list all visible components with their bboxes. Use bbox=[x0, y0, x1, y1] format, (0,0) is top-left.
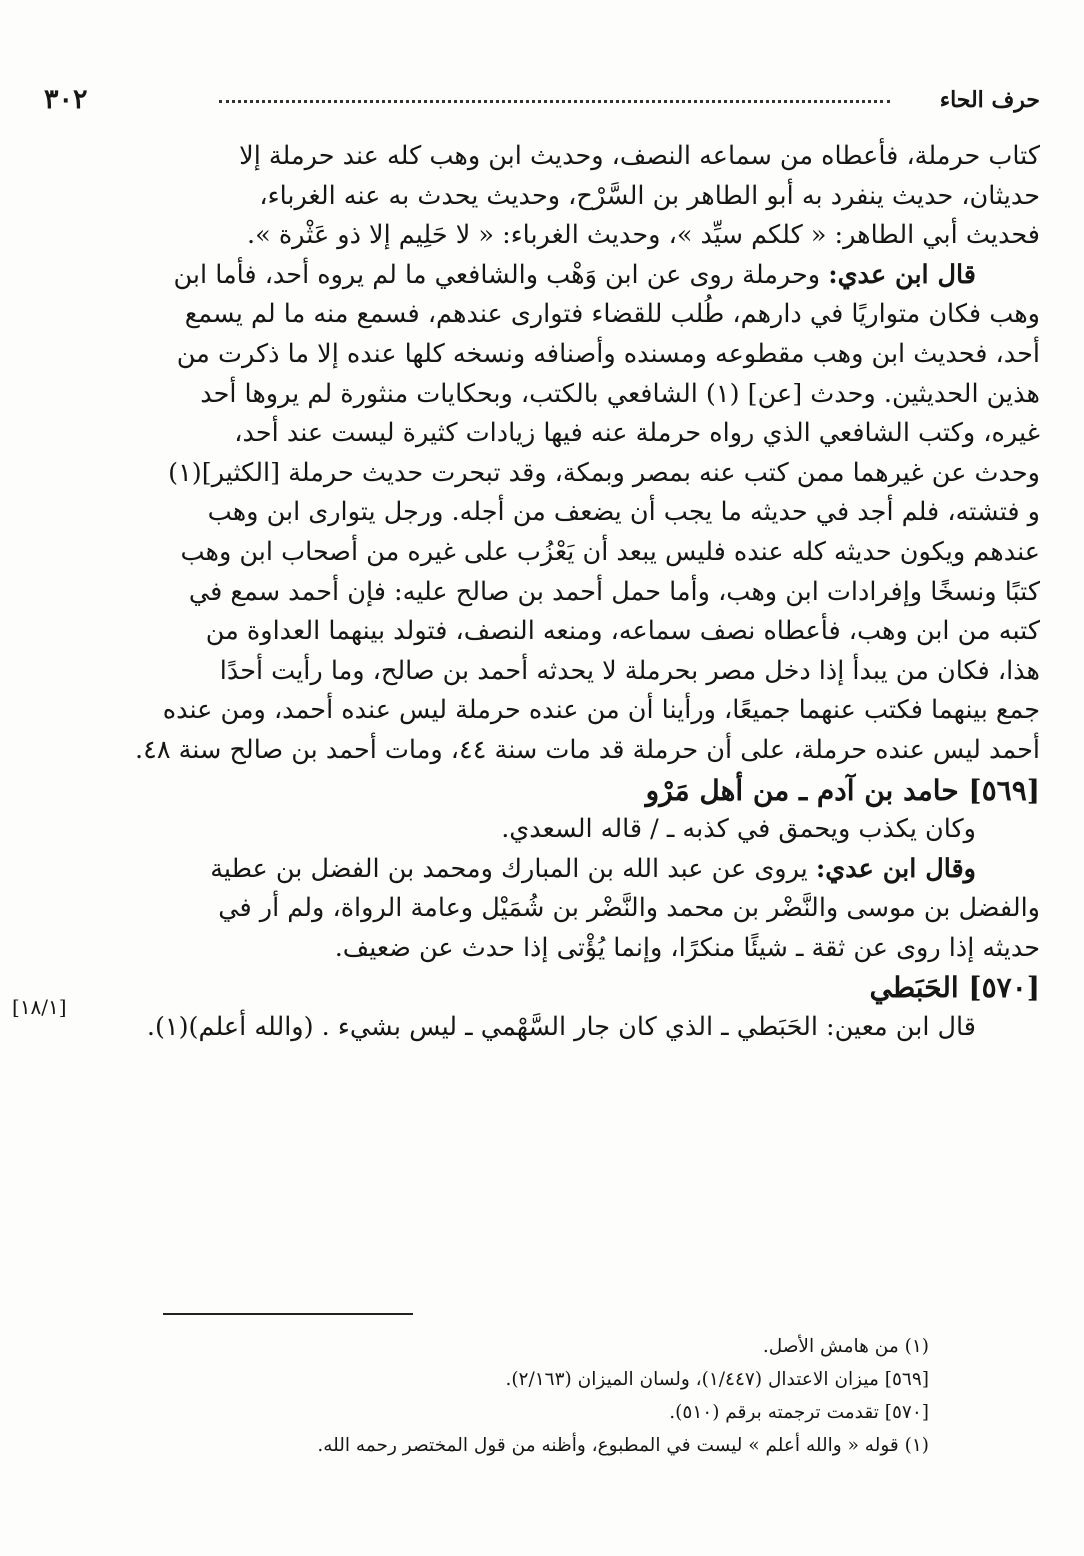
text-line: حديثان، حديث ينفرد به أبو الطاهر بن السَّرْح، وحديث يحدث به عنه الغرباء، bbox=[259, 180, 1040, 211]
footnote: (١) قوله « والله أعلم » ليست في المطبوع، وأظنه من قول المختصر رحمه الله. bbox=[317, 1435, 929, 1456]
speaker-label: قال ابن عدي: bbox=[828, 259, 976, 290]
text-line: وكان يكذب ويحمق في كذبه ـ / قاله السعدي. bbox=[501, 814, 976, 845]
footnote: (١) من هامش الأصل. bbox=[762, 1336, 929, 1357]
text-line: كتبه من ابن وهب، فأعطاه نصف سماعه، ومنعه النصف، فتولد بينهما العداوة من bbox=[205, 616, 1040, 647]
chapter-title: حرف الحاء bbox=[939, 87, 1040, 113]
text-line: والفضل بن موسى والنَّضْر بن محمد والنَّضْر بن شُمَيْل وعامة الرواة، ولم أر في bbox=[218, 893, 1040, 924]
text-line: حديثه إذا روى عن ثقة ـ شيئًا منكرًا، وإنما يُؤْتى إذا حدث عن ضعيف. bbox=[334, 932, 1040, 963]
text-line: هذا، فكان من يبدأ إذا دخل مصر بحرملة لا يحدثه أحمد بن صالح، وما رأيت أحدًا bbox=[219, 655, 1040, 686]
text-line: قال ابن عدي: وحرملة روى عن ابن وَهْب والشافعي ما لم يروه أحد، فأما ابن bbox=[173, 259, 976, 290]
speaker-label: وقال ابن عدي: bbox=[815, 853, 976, 884]
entry-heading-569: [٥٦٩] حامد بن آدم ـ من أهل مَرْو bbox=[645, 773, 1040, 807]
page-number: ٣٠٢ bbox=[44, 84, 88, 115]
text-line: عندهم ويكون حديثه كله عنده فليس يبعد أن يَعْزُب على غيره من أصحاب ابن وهب bbox=[180, 536, 1040, 567]
text-line: كتبًا ونسخًا وإفرادات ابن وهب، وأما حمل أحمد بن صالح عليه: فإن أحمد سمع في bbox=[188, 576, 1040, 607]
text-line: أحمد ليس عنده حرملة، على أن حرملة قد مات سنة ٤٤، ومات أحمد بن صالح سنة ٤٨. bbox=[135, 734, 1040, 765]
text-line: وقال ابن عدي: يروى عن عبد الله بن المبارك ومحمد بن الفضل بن عطية bbox=[210, 853, 976, 884]
margin-reference: [١٨/١] bbox=[12, 995, 67, 1019]
text-line: وهب فكان متواريًا في دارهم، طُلب للقضاء فتوارى عندهم، فسمع منه ما لم يسمع bbox=[184, 299, 1040, 330]
text-line: وحدث عن غيرهما ممن كتب عنه بمصر وبمكة، وقد تبحرت حديث حرملة [الكثير](١) bbox=[168, 457, 1040, 488]
main-text bbox=[44, 137, 1040, 1048]
text-line: كتاب حرملة، فأعطاه من سماعه النصف، وحديث ابن وهب كله عند حرملة إلا bbox=[239, 141, 1040, 171]
footnote: [٥٧٠] تقدمت ترجمته برقم (٥١٠). bbox=[669, 1402, 929, 1423]
header-dotted-rule bbox=[219, 100, 890, 103]
running-header bbox=[44, 80, 1040, 120]
footnotes bbox=[44, 1330, 929, 1462]
text-line: و فتشته، فلم أجد في حديثه ما يجب أن يضعف من أجله. ورجل يتوارى ابن وهب bbox=[207, 497, 1040, 528]
text-line: قال ابن معين: الحَبَطي ـ الذي كان جار السَّهْمي ـ ليس بشيء . (والله أعلم)(١). bbox=[146, 1012, 976, 1043]
text-line: هذين الحديثين. وحدث [عن] (١) الشافعي بالكتب، وبحكايات منثورة لم يروها أحد bbox=[200, 378, 1040, 409]
footnote: [٥٦٩] ميزان الاعتدال (١/٤٤٧)، ولسان الميزان (٢/١٦٣). bbox=[505, 1369, 929, 1390]
text-line: غيره، وكتب الشافعي الذي رواه حرملة عنه فيها زيادات كثيرة ليست عند أحد، bbox=[234, 418, 1040, 449]
footnote-separator bbox=[163, 1313, 413, 1315]
text-line: فحديث أبي الطاهر: « كلكم سيِّد »، وحديث الغرباء: « لا حَلِيم إلا ذو عَثْرة ». bbox=[247, 220, 1040, 251]
entry-heading-570: [٥٧٠] الحَبَطي bbox=[869, 971, 1040, 1005]
text-line: أحد، فحديث ابن وهب مقطوعه ومسنده وأصنافه ونسخه كلها عنده إلا ما ذكرت من bbox=[176, 338, 1040, 369]
text-line: جمع بينهما فكتب عنهما جميعًا، ورأينا أن من عنده حرملة ليس عنده أحمد، ومن عنده bbox=[162, 695, 1040, 726]
